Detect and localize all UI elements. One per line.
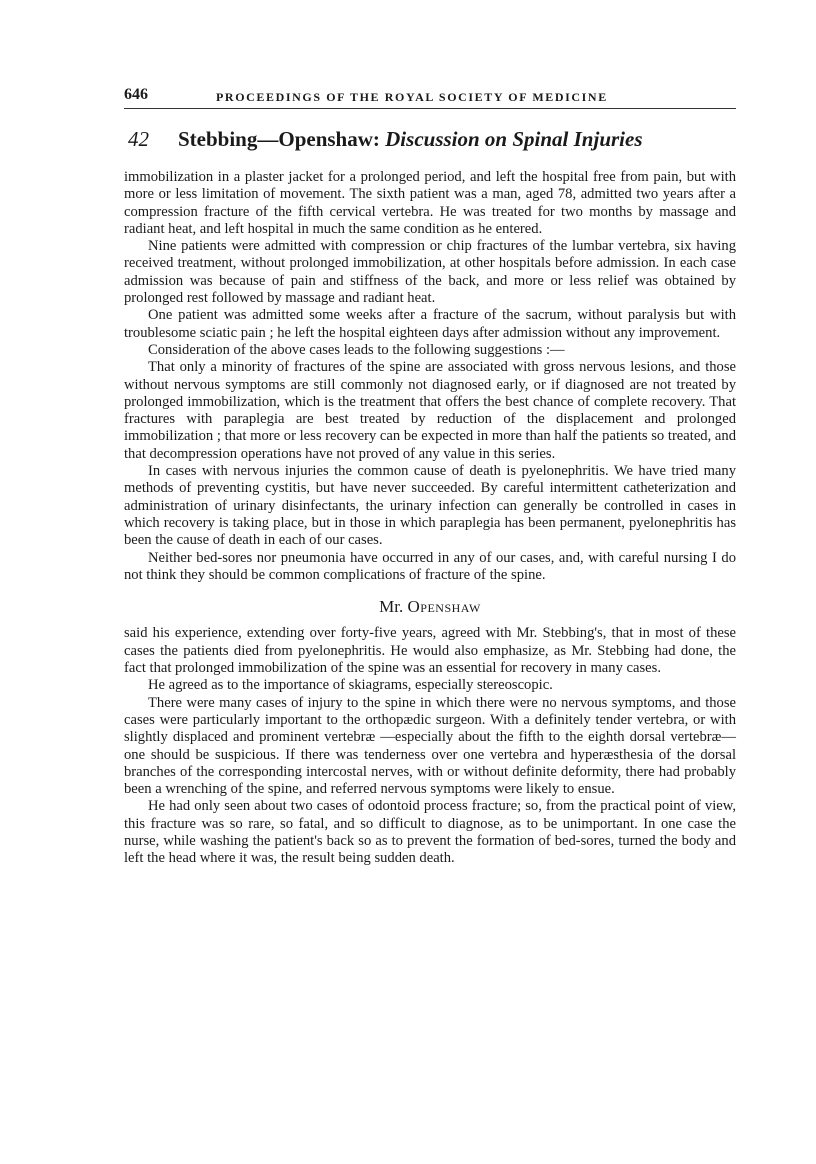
paragraph: He agreed as to the importance of skiagrams, especially stereoscopic. xyxy=(148,677,553,694)
page xyxy=(124,84,736,868)
section-number: 42 xyxy=(128,127,149,151)
paragraph: There were many cases of injury to the spine in which there were no nervous symptoms, and those cases were particularly important to the orthopædic surgeon. With a definitely tender vertebra, or with slightly displaced and prominent vertebræ —especially about the fifth to the eighth dorsal vertebræ—one should be suspicious. If there was tenderness over one vertebra and hyperæsthesia of the dorsal branches of the corresponding intercostal nerves, with or without definite deformity, there had probably been a wrenching of the spine, and referred nervous symptoms were likely to ensue. xyxy=(124,694,736,798)
running-header xyxy=(124,84,736,109)
speaker-prefix: Mr. xyxy=(379,597,404,617)
title-topic: Discussion on Spinal Injuries xyxy=(385,127,643,151)
title-authors: Stebbing—Openshaw: xyxy=(178,127,380,151)
journal-title: PROCEEDINGS OF THE ROYAL SOCIETY OF MEDICINE xyxy=(216,90,608,104)
paragraph: immobilization in a plaster jacket for a prolonged period, and left the hospital free from pain, but with more or less limitation of movement. The sixth patient was a man, aged 78, admitted two years after a compression fracture of the fifth cervical vertebra. He was treated for two months by massage and radiant heat, and left hospital in much the same condition as he entered. xyxy=(124,169,736,237)
paragraph: said his experience, extending over forty-five years, agreed with Mr. Stebbing's, that in most of these cases the patients died from pyelonephritis. He would also emphasize, as Mr. Stebbing had done, the fact that prolonged immobilization of the spine was an essential for recovery in many cases. xyxy=(124,625,736,677)
paragraph: That only a minority of fractures of the spine are associated with gross nervous lesions, and those without nervous symptoms are still commonly not diagnosed early, or if diagnosed are not treated by prolonged immobilization, which is the treatment that offers the best chance of complete recovery. That fractures with paraplegia are best treated by reduction of the displacement and prolonged immobilization ; that more or less recovery can be expected in more than half the patients so treated, and that decompression operations have not proved of any value in this series. xyxy=(124,359,736,462)
title-text xyxy=(178,127,643,152)
paragraph: Consideration of the above cases leads to the following suggestions :— xyxy=(148,341,565,358)
page-number: 646 xyxy=(124,86,148,103)
speaker-name: Openshaw xyxy=(407,597,481,617)
article-body xyxy=(124,169,736,868)
article-title xyxy=(124,127,736,157)
paragraph: Neither bed-sores nor pneumonia have occurred in any of our cases, and, with careful nursing I do not think they should be common complications of fracture of the spine. xyxy=(124,549,736,583)
paragraph: He had only seen about two cases of odontoid process fracture; so, from the practical point of view, this fracture was so rare, so fatal, and so difficult to diagnose, as to be unimportant. In one case the nurse, while washing the patient's back so as to prevent the formation of bed-sores, turned the body and left the head where it was, the result being sudden death. xyxy=(124,798,736,867)
paragraph: Nine patients were admitted with compression or chip fractures of the lumbar vertebra, six having received treatment, without prolonged immobilization, at other hospitals before admission. In each case admission was because of pain and stiffness of the back, and more or less relief was obtained by prolonged rest followed by massage and radiant heat. xyxy=(124,238,736,307)
paragraph: In cases with nervous injuries the common cause of death is pyelonephritis. We have tried many methods of preventing cystitis, but have never succeeded. By careful intermittent catheterization and administration of urinary disinfectants, the urinary infection can generally be controlled in cases in which recovery is taking place, but in those in which paraplegia has been permanent, pyelonephritis has been the cause of death in each of our cases. xyxy=(124,463,736,549)
paragraph: One patient was admitted some weeks after a fracture of the sacrum, without paralysis but with troublesome sciatic pain ; he left the hospital eighteen days after admission without any improvement. xyxy=(124,307,736,341)
speaker-heading xyxy=(124,598,736,615)
